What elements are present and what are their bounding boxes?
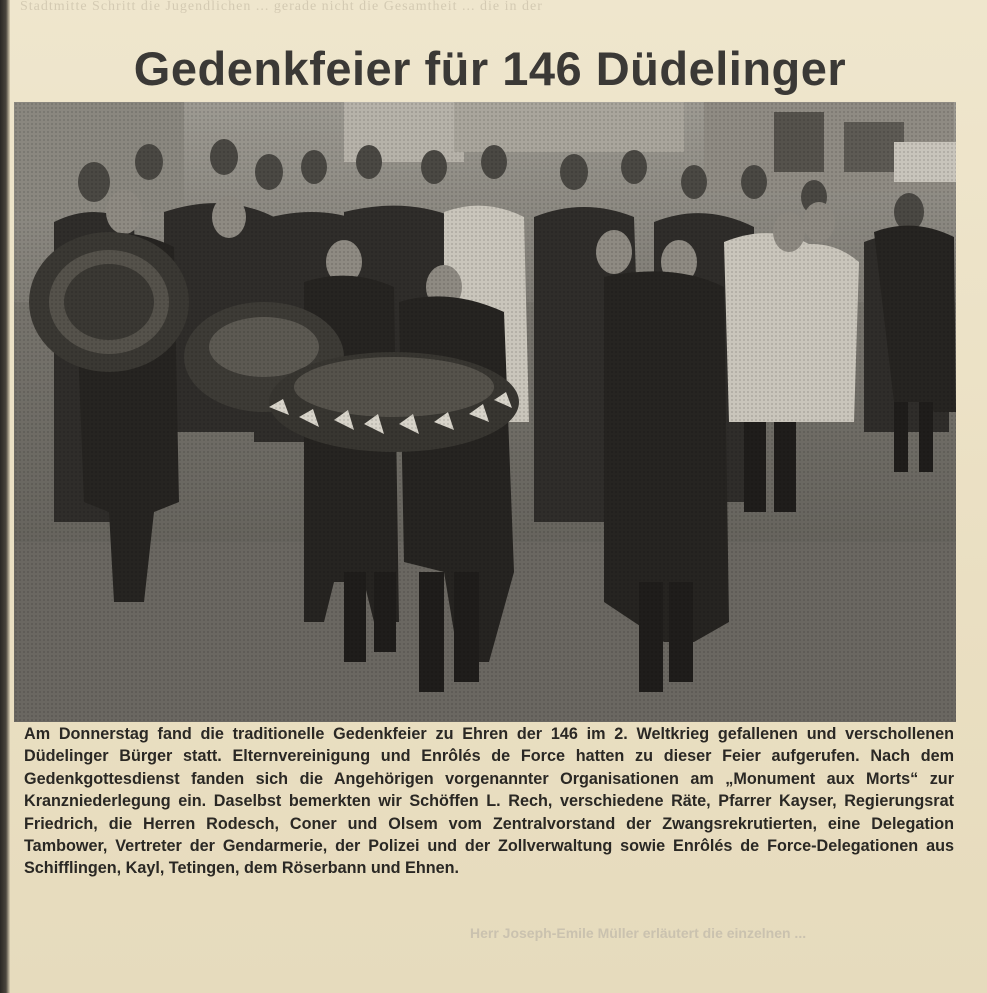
bleed-through-text-bottom: Herr Joseph-Emile Müller erläutert die einzelnen ... [470, 925, 807, 941]
memorial-ceremony-photo [14, 102, 956, 722]
photo-caption: Am Donnerstag fand die traditionelle Gedenkfeier zu Ehren der 146 im 2. Weltkrieg gefallenen und verschollenen Düdelinger Bürger statt. Elternvereinigung und Enrôlés de Force hatten zu dieser Feier aufgerufen. Nach dem Gedenkgottesdienst fanden sich die Angehörigen vorgenannter Organisationen am „Monument aux Morts“ zur Kranzniederlegung ein. Daselbst bemerkten wir Schöffen L. Rech, verschiedene Räte, Pfarrer Kayser, Regierungsrat Friedrich, die Herren Rodesch, Coner und Olsem vom Zentralvorstand der Zwangsrekrutierten, eine Delegation Tambower, Vertreter der Gendarmerie, der Polizei und der Zollverwaltung sowie Enrôlés de Force-Delegationen aus Schifflingen, Kayl, Tetingen, dem Röserbann und Ehnen. [24, 725, 954, 878]
bleed-through-text-top: Stadtmitte Schritt die Jugendlichen ... gerade nicht die Gesamtheit ... die in der [20, 0, 543, 14]
headline: Gedenkfeier für 146 Düdelinger [133, 42, 847, 95]
scan-edge [0, 0, 10, 993]
